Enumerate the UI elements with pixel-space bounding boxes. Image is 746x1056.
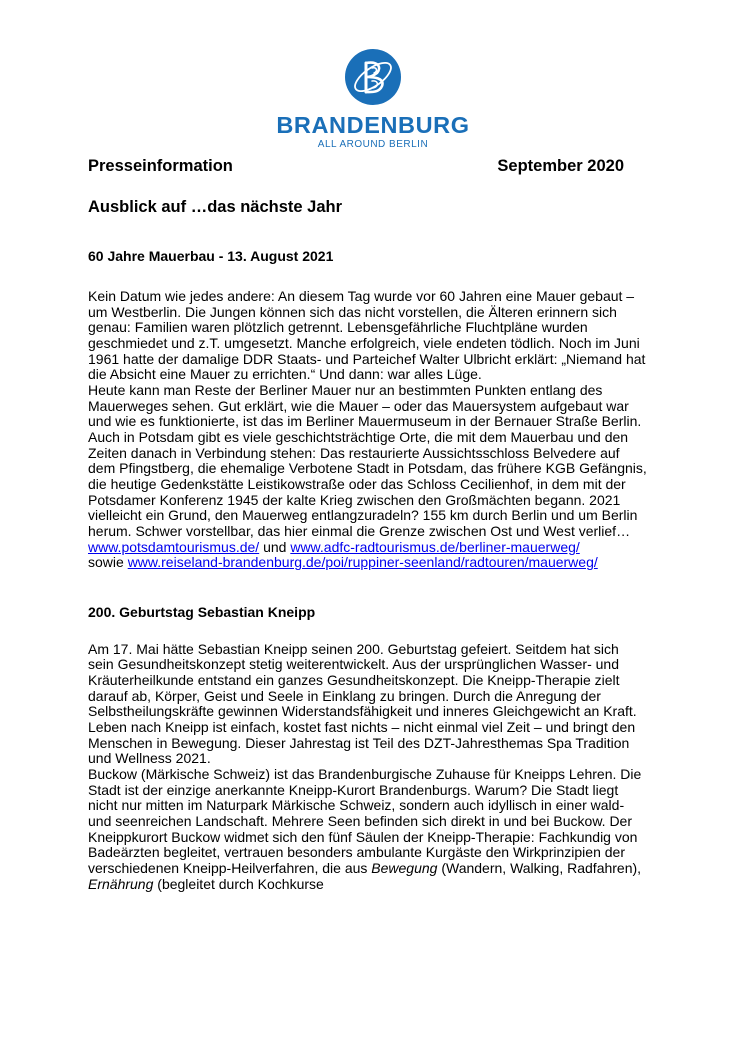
link-adfc-radtourismus[interactable]: www.adfc-radtourismus.de/berliner-mauerweg/ [290,538,580,555]
document-title: Ausblick auf …das nächste Jahr [88,198,343,216]
links-line-2 [88,555,648,571]
section-heading-kneipp: 200. Geburtstag Sebastian Kneipp [88,603,316,620]
document-body [88,155,648,892]
press-header [88,155,624,177]
term-ernaehrung: Ernährung [88,875,154,892]
brandenburg-b-logo-icon [344,48,402,106]
section-heading-mauerbau: 60 Jahre Mauerbau - 13. August 2021 [88,248,334,264]
brand-logo [0,48,746,151]
term-bewegung: Bewegung [371,860,438,876]
links-line-1 [88,540,648,556]
press-label: Presseinformation [88,157,233,175]
buckow-text-a: Buckow (Märkische Schweiz) ist das Brandenburgische Zuhause für Kneipps Lehren. Die Stadt ist der einzige anerkannte Kneipp-Kurort Brandenburgs. Warum? Die Stadt liegt nicht nur mitten im Naturpark Märkische Schweiz, sondern auch idyllisch in einer wald- und seenreichen Landschaft. Mehrere Seen befinden sich direkt in und bei Buckow. Der Kneippkurort Buckow widmet sich den fünf Säulen der Kneipp-Therapie: Fachkundig von Badeärzten begleitet, vertrauen besonders ambulante Kurgäste den Wirkprinzipien der verschiedenen Kneipp-Heilverfahren, die aus [88,766,642,876]
paragraph-kneipp-intro: Am 17. Mai hätte Sebastian Kneipp seinen 200. Geburtstag gefeiert. Seitdem hat sich sein Gesundheitskonzept stetig weiterentwickelt. Aus der ursprünglichen Wasser- und Kräuterheilkunde entstand ein ganzes Gesundheitskonzept. Die Kneipp-Therapie zielt darauf ab, Körper, Geist und Seele in Einklang zu bringen. Durch die Anregung der Selbstheilungskräfte gewinnen Widerstandsfähigkeit und inneres Gleichgewicht an Kraft. Leben nach Kneipp ist einfach, kostet fast nichts – nicht einmal viel Zeit – und bringt den Menschen in Bewegung. Dieser Jahrestag ist Teil des DZT-Jahresthemas Spa Tradition und Wellness 2021. [88,640,637,767]
link-reiseland-brandenburg[interactable]: www.reiseland-brandenburg.de/poi/ruppiner-seenland/radtouren/mauerweg/ [127,554,598,571]
logo-wordmark: BRANDENBURG [276,112,470,138]
press-date: September 2020 [497,157,624,175]
link-connector-und: und [259,538,291,555]
paragraph-mauerbau-details: Heute kann man Reste der Berliner Mauer nur an bestimmten Punkten entlang des Mauerweges sehen. Gut erklärt, wie die Mauer – oder das Mauersystem aufgebaut war und wie es funktionierte, ist das im Berliner Mauermuseum in der Bernauer Straße Berlin. Auch in Potsdam gibt es viele geschichtsträchtige Orte, die mit dem Mauerbau und den Zeiten danach in Verbindung stehen: Das restaurierte Aussichtsschloss Belvedere auf dem Pfingstberg, die ehemalige Verbotene Stadt in Potsdam, das frühere KGB Gefängnis, die heutige Gedenkstätte Leistikowstraße oder das Schloss Cecilienhof, in dem mit der Potsdamer Konferenz 1945 der kalte Krieg zwischen den Großmächten begann. 2021 vielleicht ein Grund, den Mauerweg entlangzuradeln? 155 km durch Berlin und um Berlin herum. Schwer vorstellbar, das hier einmal die Grenze zwischen Ost und West verlief… [88,381,647,539]
link-connector-sowie: sowie [88,554,128,571]
paragraph-kneipp-buckow [88,767,648,892]
logo-tagline: ALL AROUND BERLIN [317,139,429,150]
link-potsdamtourismus[interactable]: www.potsdamtourismus.de/ [88,538,260,555]
paragraph-mauerbau-intro: Kein Datum wie jedes andere: An diesem Tag wurde vor 60 Jahren eine Mauer gebaut – um Westberlin. Die Jungen können sich das nicht vorstellen, die Älteren erinnern sich genau: Familien waren plötzlich getrennt. Lebensgefährliche Fluchtpläne wurden geschmiedet und z.T. umgesetzt. Manche erfolgreich, viele endeten tödlich. Noch im Juni 1961 hatte der damalige DDR Staats- und Parteichef Walter Ulbricht erklärt: „Niemand hat die Absicht eine Mauer zu errichten.“ Und dann: war alles Lüge. [88,288,646,383]
buckow-text-c: (begleitet durch Kochkurse [153,875,324,892]
buckow-text-b: (Wandern, Walking, Radfahren), [437,860,642,876]
